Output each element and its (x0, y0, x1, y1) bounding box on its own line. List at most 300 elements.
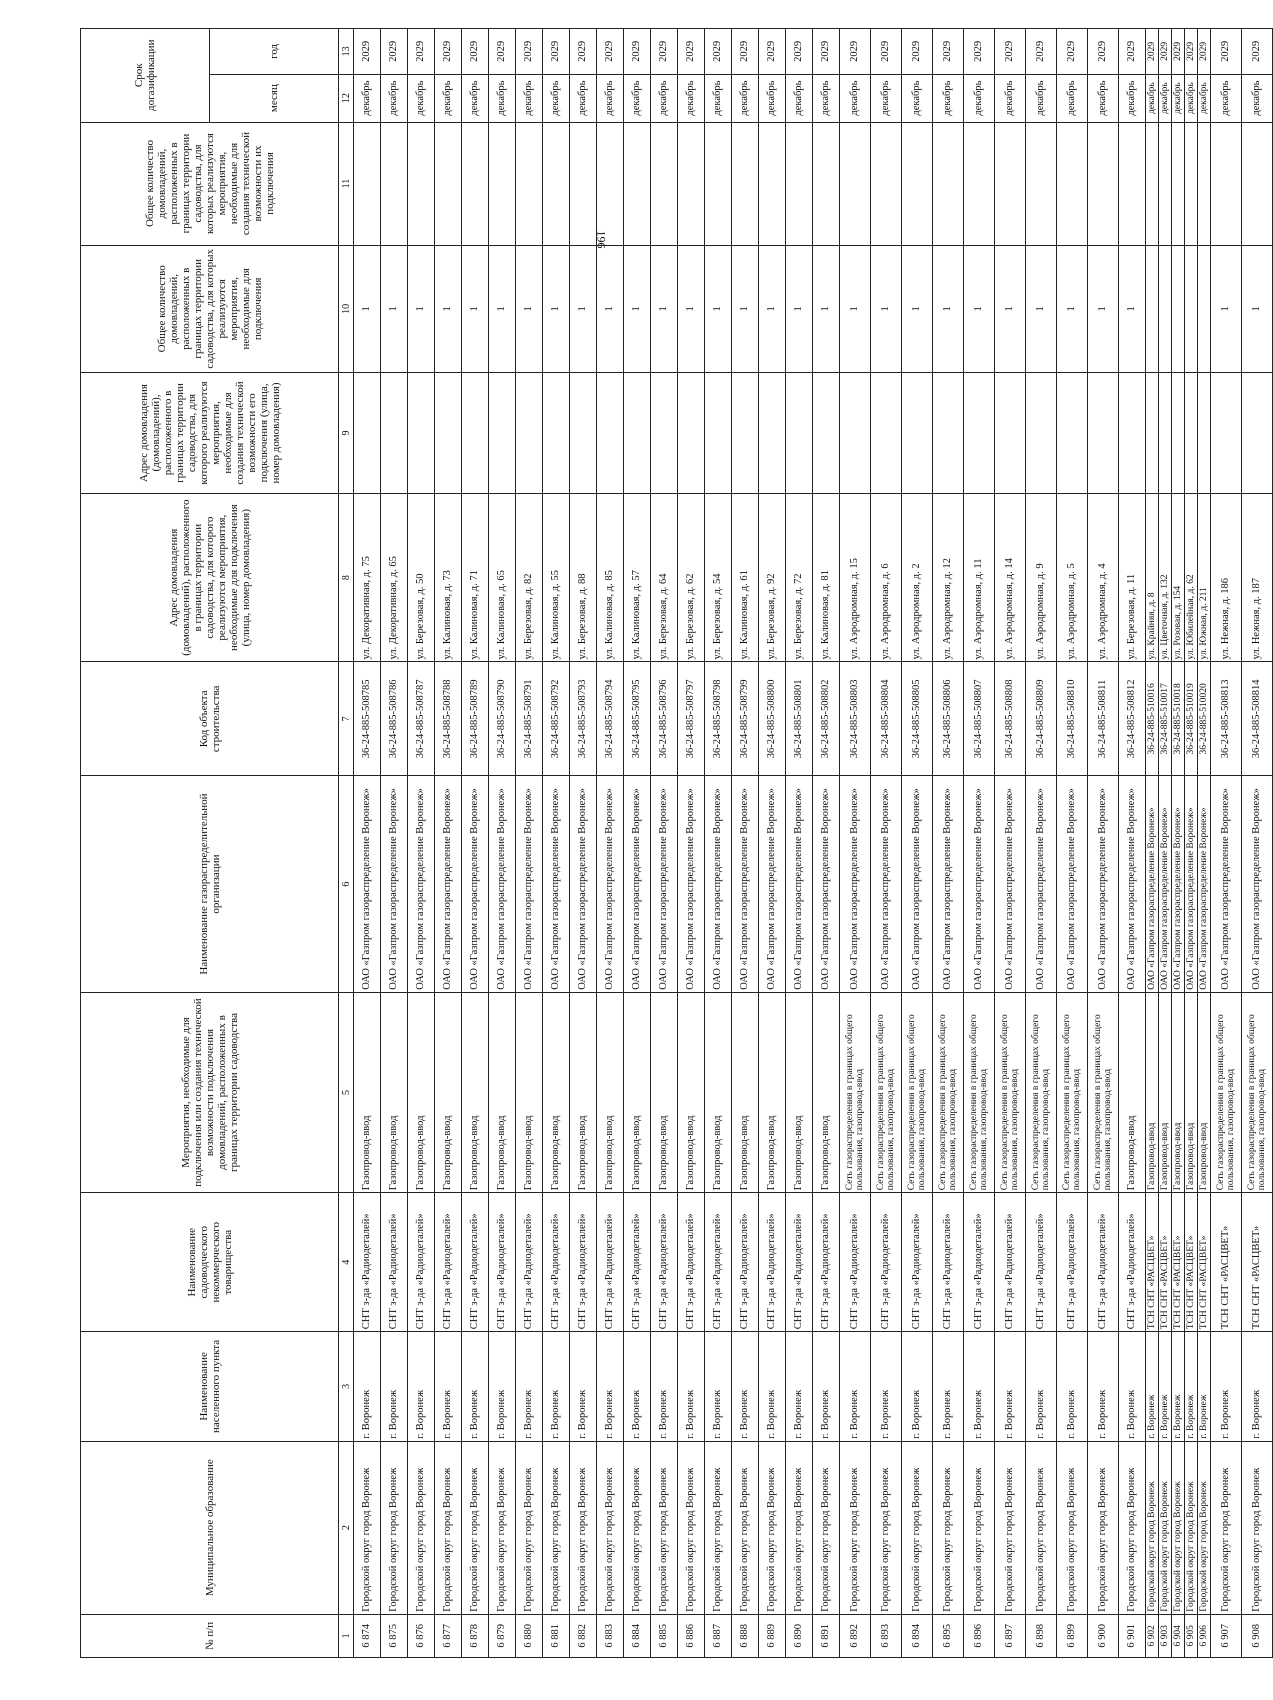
municipality: Городской округ город Воронеж (1119, 1441, 1146, 1614)
count-tech (1057, 122, 1088, 245)
deadline-month: декабрь (705, 74, 732, 122)
snt-name: СНТ з-да «Радиодеталей» (759, 1193, 786, 1332)
count-tech (1242, 122, 1273, 245)
deadline-month: декабрь (435, 74, 462, 122)
row-number: 6 882 (570, 1614, 597, 1657)
snt-name: ТСН СНТ «РАСЦВЕТ» (1159, 1193, 1172, 1332)
deadline-year: 2029 (732, 29, 759, 75)
deadline-month: декабрь (624, 74, 651, 122)
row-number: 6 883 (597, 1614, 624, 1657)
municipality: Городской округ город Воронеж (1211, 1441, 1242, 1614)
measure: Газопровод-ввод (1185, 992, 1198, 1192)
address-connect: ул. Юбилейная, д. 62 (1185, 493, 1198, 662)
deadline-month: декабрь (489, 74, 516, 122)
snt-name: СНТ з-да «Радиодеталей» (462, 1193, 489, 1332)
address-tech (1159, 373, 1172, 494)
column-number: 9 (339, 373, 354, 494)
column-number: 4 (339, 1193, 354, 1332)
address-connect: ул. Калиновая, д. 85 (597, 493, 624, 662)
count-tech (462, 122, 489, 245)
row-number: 6 906 (1198, 1614, 1211, 1657)
deadline-month: декабрь (840, 74, 871, 122)
table-row (759, 29, 786, 1658)
table-row (1172, 29, 1185, 1658)
row-number: 6 884 (624, 1614, 651, 1657)
snt-name: СНТ з-да «Радиодеталей» (1057, 1193, 1088, 1332)
gas-org: ОАО «Газпром газораспределение Воронеж» (597, 776, 624, 992)
deadline-year: 2029 (964, 29, 995, 75)
municipality: Городской округ город Воронеж (840, 1441, 871, 1614)
settlement: г. Воронеж (651, 1332, 678, 1441)
deadline-year: 2029 (871, 29, 902, 75)
snt-name: СНТ з-да «Радиодеталей» (570, 1193, 597, 1332)
measure: Сеть газораспределения в границах общего пользования, газопровод-ввод (933, 992, 964, 1192)
municipality: Городской округ город Воронеж (570, 1441, 597, 1614)
object-code: 36-24-885-508796 (651, 662, 678, 776)
municipality: Городской округ город Воронеж (1159, 1441, 1172, 1614)
address-connect: ул. Березовая, д. 11 (1119, 493, 1146, 662)
count-connect: 1 (759, 245, 786, 373)
measure: Газопровод-ввод (813, 992, 840, 1192)
address-connect: ул. Нежная, д. 186 (1211, 493, 1242, 662)
measure: Газопровод-ввод (543, 992, 570, 1192)
measure: Сеть газораспределения в границах общего пользования, газопровод-ввод (840, 992, 871, 1192)
deadline-month: декабрь (786, 74, 813, 122)
gas-org: ОАО «Газпром газораспределение Воронеж» (435, 776, 462, 992)
snt-name: СНТ з-да «Радиодеталей» (840, 1193, 871, 1332)
object-code: 36-24-885-508788 (435, 662, 462, 776)
gas-org: ОАО «Газпром газораспределение Воронеж» (462, 776, 489, 992)
settlement: г. Воронеж (435, 1332, 462, 1441)
table-row (1146, 29, 1159, 1658)
municipality: Городской округ город Воронеж (1026, 1441, 1057, 1614)
header-deadline: Срок догазификации (81, 29, 210, 123)
count-tech (732, 122, 759, 245)
address-tech (1198, 373, 1211, 494)
municipality: Городской округ город Воронеж (933, 1441, 964, 1614)
object-code: 36-24-885-508786 (381, 662, 408, 776)
row-number: 6 897 (995, 1614, 1026, 1657)
gas-org: ОАО «Газпром газораспределение Воронеж» (570, 776, 597, 992)
count-connect (1146, 245, 1159, 373)
snt-name: ТСН СНТ «РАСЦВЕТ» (1198, 1193, 1211, 1332)
address-connect: ул. Березовая, д. 54 (705, 493, 732, 662)
row-number: 6 905 (1185, 1614, 1198, 1657)
settlement: г. Воронеж (516, 1332, 543, 1441)
deadline-year: 2029 (786, 29, 813, 75)
header-address-tech: Адрес домовладения (домовладений), расположенного в границах территории садоводства, для которого реализуются мероприятия, необходимые для создания технической возможности его подключения (улица, номер домовладения) (81, 373, 339, 494)
address-tech (1211, 373, 1242, 494)
count-tech (543, 122, 570, 245)
deadline-year: 2029 (1242, 29, 1273, 75)
address-tech (732, 373, 759, 494)
table-row (543, 29, 570, 1658)
address-connect: ул. Березовая, д. 64 (651, 493, 678, 662)
deadline-month: декабрь (462, 74, 489, 122)
deadline-month: декабрь (1119, 74, 1146, 122)
settlement: г. Воронеж (995, 1332, 1026, 1441)
deadline-month: декабрь (813, 74, 840, 122)
table-row (1088, 29, 1119, 1658)
municipality: Городской округ город Воронеж (1242, 1441, 1273, 1614)
municipality: Городской округ город Воронеж (354, 1441, 381, 1614)
count-tech (871, 122, 902, 245)
table-row (732, 29, 759, 1658)
count-tech (933, 122, 964, 245)
deadline-year: 2029 (1026, 29, 1057, 75)
deadline-year: 2029 (1088, 29, 1119, 75)
municipality: Городской округ город Воронеж (597, 1441, 624, 1614)
object-code: 36-24-885-510017 (1159, 662, 1172, 776)
row-number: 6 896 (964, 1614, 995, 1657)
table-row (651, 29, 678, 1658)
settlement: г. Воронеж (705, 1332, 732, 1441)
municipality: Городской округ город Воронеж (705, 1441, 732, 1614)
snt-name: СНТ з-да «Радиодеталей» (381, 1193, 408, 1332)
deadline-year: 2029 (1211, 29, 1242, 75)
settlement: г. Воронеж (624, 1332, 651, 1441)
count-tech (1185, 122, 1198, 245)
settlement: г. Воронеж (902, 1332, 933, 1441)
row-number: 6 908 (1242, 1614, 1273, 1657)
deadline-month: декабрь (516, 74, 543, 122)
table-row (964, 29, 995, 1658)
deadline-year: 2029 (489, 29, 516, 75)
measure: Газопровод-ввод (489, 992, 516, 1192)
row-number: 6 895 (933, 1614, 964, 1657)
settlement: г. Воронеж (1159, 1332, 1172, 1441)
table-row (871, 29, 902, 1658)
deadline-month: декабрь (354, 74, 381, 122)
settlement: г. Воронеж (933, 1332, 964, 1441)
count-tech (1159, 122, 1172, 245)
gas-org: ОАО «Газпром газораспределение Воронеж» (1088, 776, 1119, 992)
settlement: г. Воронеж (871, 1332, 902, 1441)
address-tech (489, 373, 516, 494)
count-connect: 1 (1119, 245, 1146, 373)
measure: Газопровод-ввод (435, 992, 462, 1192)
row-number: 6 889 (759, 1614, 786, 1657)
count-connect: 1 (732, 245, 759, 373)
table-row (786, 29, 813, 1658)
count-connect (1185, 245, 1198, 373)
deadline-month: декабрь (597, 74, 624, 122)
snt-name: СНТ з-да «Радиодеталей» (871, 1193, 902, 1332)
table-row (597, 29, 624, 1658)
table-row (1242, 29, 1273, 1658)
gas-org: ОАО «Газпром газораспределение Воронеж» (624, 776, 651, 992)
table-row (435, 29, 462, 1658)
address-connect: ул. Калиновая, д. 73 (435, 493, 462, 662)
municipality: Городской округ город Воронеж (1057, 1441, 1088, 1614)
object-code: 36-24-885-508804 (871, 662, 902, 776)
count-connect: 1 (933, 245, 964, 373)
object-code: 36-24-885-508800 (759, 662, 786, 776)
gas-org: ОАО «Газпром газораспределение Воронеж» (381, 776, 408, 992)
count-tech (964, 122, 995, 245)
address-connect: ул. Березовая, д. 88 (570, 493, 597, 662)
address-tech (1088, 373, 1119, 494)
count-tech (759, 122, 786, 245)
deadline-month: декабрь (1172, 74, 1185, 122)
row-number: 6 877 (435, 1614, 462, 1657)
settlement: г. Воронеж (489, 1332, 516, 1441)
object-code: 36-24-885-510019 (1185, 662, 1198, 776)
address-connect: ул. Березовая, д. 62 (678, 493, 705, 662)
table-row (840, 29, 871, 1658)
deadline-year: 2029 (408, 29, 435, 75)
row-number: 6 885 (651, 1614, 678, 1657)
address-tech (1172, 373, 1185, 494)
address-tech (408, 373, 435, 494)
snt-name: СНТ з-да «Радиодеталей» (933, 1193, 964, 1332)
count-tech (995, 122, 1026, 245)
settlement: г. Воронеж (543, 1332, 570, 1441)
row-number: 6 887 (705, 1614, 732, 1657)
column-number: 8 (339, 493, 354, 662)
address-connect: ул. Южная, д. 211 (1198, 493, 1211, 662)
deadline-month: декабрь (995, 74, 1026, 122)
table-row (1185, 29, 1198, 1658)
count-tech (1119, 122, 1146, 245)
address-connect: ул. Калиновая, д. 71 (462, 493, 489, 662)
snt-name: СНТ з-да «Радиодеталей» (597, 1193, 624, 1332)
settlement: г. Воронеж (1185, 1332, 1198, 1441)
deadline-year: 2029 (462, 29, 489, 75)
gasification-table (80, 28, 1273, 1658)
count-tech (1026, 122, 1057, 245)
column-number: 10 (339, 245, 354, 373)
address-tech (1119, 373, 1146, 494)
gas-org: ОАО «Газпром газораспределение Воронеж» (489, 776, 516, 992)
municipality: Городской округ город Воронеж (871, 1441, 902, 1614)
settlement: г. Воронеж (840, 1332, 871, 1441)
municipality: Городской округ город Воронеж (489, 1441, 516, 1614)
count-connect: 1 (705, 245, 732, 373)
address-connect: ул. Калиновая, д. 65 (489, 493, 516, 662)
row-number: 6 879 (489, 1614, 516, 1657)
settlement: г. Воронеж (1146, 1332, 1159, 1441)
settlement: г. Воронеж (964, 1332, 995, 1441)
address-connect: ул. Аэродромная, д. 14 (995, 493, 1026, 662)
header-measures: Мероприятия, необходимые для подключения или создания технической возможности подключения домовладений, расположенных в границах территории садоводства (81, 992, 339, 1192)
measure: Газопровод-ввод (759, 992, 786, 1192)
snt-name: ТСН СНТ «РАСЦВЕТ» (1146, 1193, 1159, 1332)
snt-name: СНТ з-да «Радиодеталей» (516, 1193, 543, 1332)
deadline-month: декабрь (1057, 74, 1088, 122)
snt-name: СНТ з-да «Радиодеталей» (902, 1193, 933, 1332)
table-row (354, 29, 381, 1658)
gas-org: ОАО «Газпром газораспределение Воронеж» (651, 776, 678, 992)
count-connect: 1 (1088, 245, 1119, 373)
measure: Газопровод-ввод (354, 992, 381, 1192)
object-code: 36-24-885-510018 (1172, 662, 1185, 776)
address-connect: ул. Декоративная, д. 65 (381, 493, 408, 662)
column-number: 12 (339, 74, 354, 122)
count-connect: 1 (543, 245, 570, 373)
gas-org: ОАО «Газпром газораспределение Воронеж» (1172, 776, 1185, 992)
count-tech (1211, 122, 1242, 245)
gas-org: ОАО «Газпром газораспределение Воронеж» (354, 776, 381, 992)
gas-org: ОАО «Газпром газораспределение Воронеж» (1057, 776, 1088, 992)
count-connect: 1 (678, 245, 705, 373)
gas-org: ОАО «Газпром газораспределение Воронеж» (840, 776, 871, 992)
gas-org: ОАО «Газпром газораспределение Воронеж» (871, 776, 902, 992)
deadline-year: 2029 (678, 29, 705, 75)
gas-org: ОАО «Газпром газораспределение Воронеж» (1185, 776, 1198, 992)
count-connect (1172, 245, 1185, 373)
object-code: 36-24-885-508792 (543, 662, 570, 776)
address-tech (840, 373, 871, 494)
address-tech (786, 373, 813, 494)
row-number: 6 900 (1088, 1614, 1119, 1657)
measure: Газопровод-ввод (408, 992, 435, 1192)
address-tech (1026, 373, 1057, 494)
address-tech (902, 373, 933, 494)
address-connect: ул. Аэродромная, д. 12 (933, 493, 964, 662)
header-gas-org: Наименование газораспределительной организации (81, 776, 339, 992)
count-tech (840, 122, 871, 245)
header-snt: Наименование садоводческого некоммерческого товарищества (81, 1193, 339, 1332)
settlement: г. Воронеж (1088, 1332, 1119, 1441)
row-number: 6 894 (902, 1614, 933, 1657)
municipality: Городской округ город Воронеж (381, 1441, 408, 1614)
row-number: 6 891 (813, 1614, 840, 1657)
column-number: 11 (339, 122, 354, 245)
municipality: Городской округ город Воронеж (732, 1441, 759, 1614)
row-number: 6 886 (678, 1614, 705, 1657)
measure: Газопровод-ввод (597, 992, 624, 1192)
measure: Газопровод-ввод (570, 992, 597, 1192)
column-number: 1 (339, 1614, 354, 1657)
deadline-year: 2029 (1172, 29, 1185, 75)
table-row (1057, 29, 1088, 1658)
count-connect: 1 (570, 245, 597, 373)
gas-org: ОАО «Газпром газораспределение Воронеж» (516, 776, 543, 992)
count-connect: 1 (489, 245, 516, 373)
table-body (354, 29, 1273, 1658)
deadline-year: 2029 (840, 29, 871, 75)
object-code: 36-24-885-508805 (902, 662, 933, 776)
address-connect: ул. Декоративная, д. 75 (354, 493, 381, 662)
object-code: 36-24-885-508807 (964, 662, 995, 776)
gas-org: ОАО «Газпром газораспределение Воронеж» (964, 776, 995, 992)
count-connect (1198, 245, 1211, 373)
measure: Сеть газораспределения в границах общего пользования, газопровод-ввод (995, 992, 1026, 1192)
deadline-month: декабрь (408, 74, 435, 122)
row-number: 6 903 (1159, 1614, 1172, 1657)
snt-name: СНТ з-да «Радиодеталей» (624, 1193, 651, 1332)
count-connect: 1 (597, 245, 624, 373)
count-tech (902, 122, 933, 245)
column-number: 2 (339, 1441, 354, 1614)
count-tech (651, 122, 678, 245)
municipality: Городской округ город Воронеж (759, 1441, 786, 1614)
object-code: 36-24-885-508789 (462, 662, 489, 776)
count-connect: 1 (964, 245, 995, 373)
count-connect: 1 (408, 245, 435, 373)
deadline-month: декабрь (570, 74, 597, 122)
row-number: 6 890 (786, 1614, 813, 1657)
object-code: 36-24-885-508813 (1211, 662, 1242, 776)
deadline-month: декабрь (732, 74, 759, 122)
municipality: Городской округ город Воронеж (543, 1441, 570, 1614)
deadline-year: 2029 (570, 29, 597, 75)
table-row (489, 29, 516, 1658)
snt-name: СНТ з-да «Радиодеталей» (786, 1193, 813, 1332)
rotated-table-container (80, 28, 1267, 1658)
settlement: г. Воронеж (1242, 1332, 1273, 1441)
count-tech (624, 122, 651, 245)
row-number: 6 899 (1057, 1614, 1088, 1657)
snt-name: СНТ з-да «Радиодеталей» (1119, 1193, 1146, 1332)
object-code: 36-24-885-508795 (624, 662, 651, 776)
deadline-month: декабрь (902, 74, 933, 122)
object-code: 36-24-885-508812 (1119, 662, 1146, 776)
address-connect: ул. Розовая, д. 154 (1172, 493, 1185, 662)
municipality: Городской округ город Воронеж (1185, 1441, 1198, 1614)
settlement: г. Воронеж (813, 1332, 840, 1441)
deadline-month: декабрь (1185, 74, 1198, 122)
address-connect: ул. Цветочная, д. 132 (1159, 493, 1172, 662)
address-connect: ул. Нежная, д. 187 (1242, 493, 1273, 662)
count-tech (1088, 122, 1119, 245)
count-tech (381, 122, 408, 245)
snt-name: СНТ з-да «Радиодеталей» (1088, 1193, 1119, 1332)
settlement: г. Воронеж (1211, 1332, 1242, 1441)
address-tech (1146, 373, 1159, 494)
snt-name: ТСН СНТ «РАСЦВЕТ» (1211, 1193, 1242, 1332)
deadline-month: декабрь (871, 74, 902, 122)
row-number: 6 907 (1211, 1614, 1242, 1657)
settlement: г. Воронеж (1026, 1332, 1057, 1441)
header-year: год (210, 29, 339, 75)
snt-name: СНТ з-да «Радиодеталей» (651, 1193, 678, 1332)
table-row (1211, 29, 1242, 1658)
measure: Сеть газораспределения в границах общего пользования, газопровод-ввод (1026, 992, 1057, 1192)
count-tech (1172, 122, 1185, 245)
snt-name: СНТ з-да «Радиодеталей» (435, 1193, 462, 1332)
snt-name: СНТ з-да «Радиодеталей» (995, 1193, 1026, 1332)
municipality: Городской округ город Воронеж (1088, 1441, 1119, 1614)
gas-org: ОАО «Газпром газораспределение Воронеж» (786, 776, 813, 992)
object-code: 36-24-885-508793 (570, 662, 597, 776)
count-tech (516, 122, 543, 245)
municipality: Городской округ город Воронеж (786, 1441, 813, 1614)
address-tech (933, 373, 964, 494)
table-row (408, 29, 435, 1658)
settlement: г. Воронеж (1057, 1332, 1088, 1441)
snt-name: СНТ з-да «Радиодеталей» (354, 1193, 381, 1332)
table-row (1198, 29, 1211, 1658)
row-number: 6 898 (1026, 1614, 1057, 1657)
measure: Сеть газораспределения в границах общего пользования, газопровод-ввод (964, 992, 995, 1192)
deadline-month: декабрь (381, 74, 408, 122)
settlement: г. Воронеж (1119, 1332, 1146, 1441)
measure: Газопровод-ввод (786, 992, 813, 1192)
row-number: 6 904 (1172, 1614, 1185, 1657)
address-tech (381, 373, 408, 494)
deadline-year: 2029 (1198, 29, 1211, 75)
measure: Газопровод-ввод (1159, 992, 1172, 1192)
count-tech (354, 122, 381, 245)
object-code: 36-24-885-508806 (933, 662, 964, 776)
count-tech (489, 122, 516, 245)
count-connect: 1 (624, 245, 651, 373)
header-count-connect: Общее количество домовладений, расположенных в границах территории садоводства, для которых реализуются мероприятия, необходимые для подключения (81, 245, 339, 373)
deadline-year: 2029 (1057, 29, 1088, 75)
deadline-year: 2029 (902, 29, 933, 75)
